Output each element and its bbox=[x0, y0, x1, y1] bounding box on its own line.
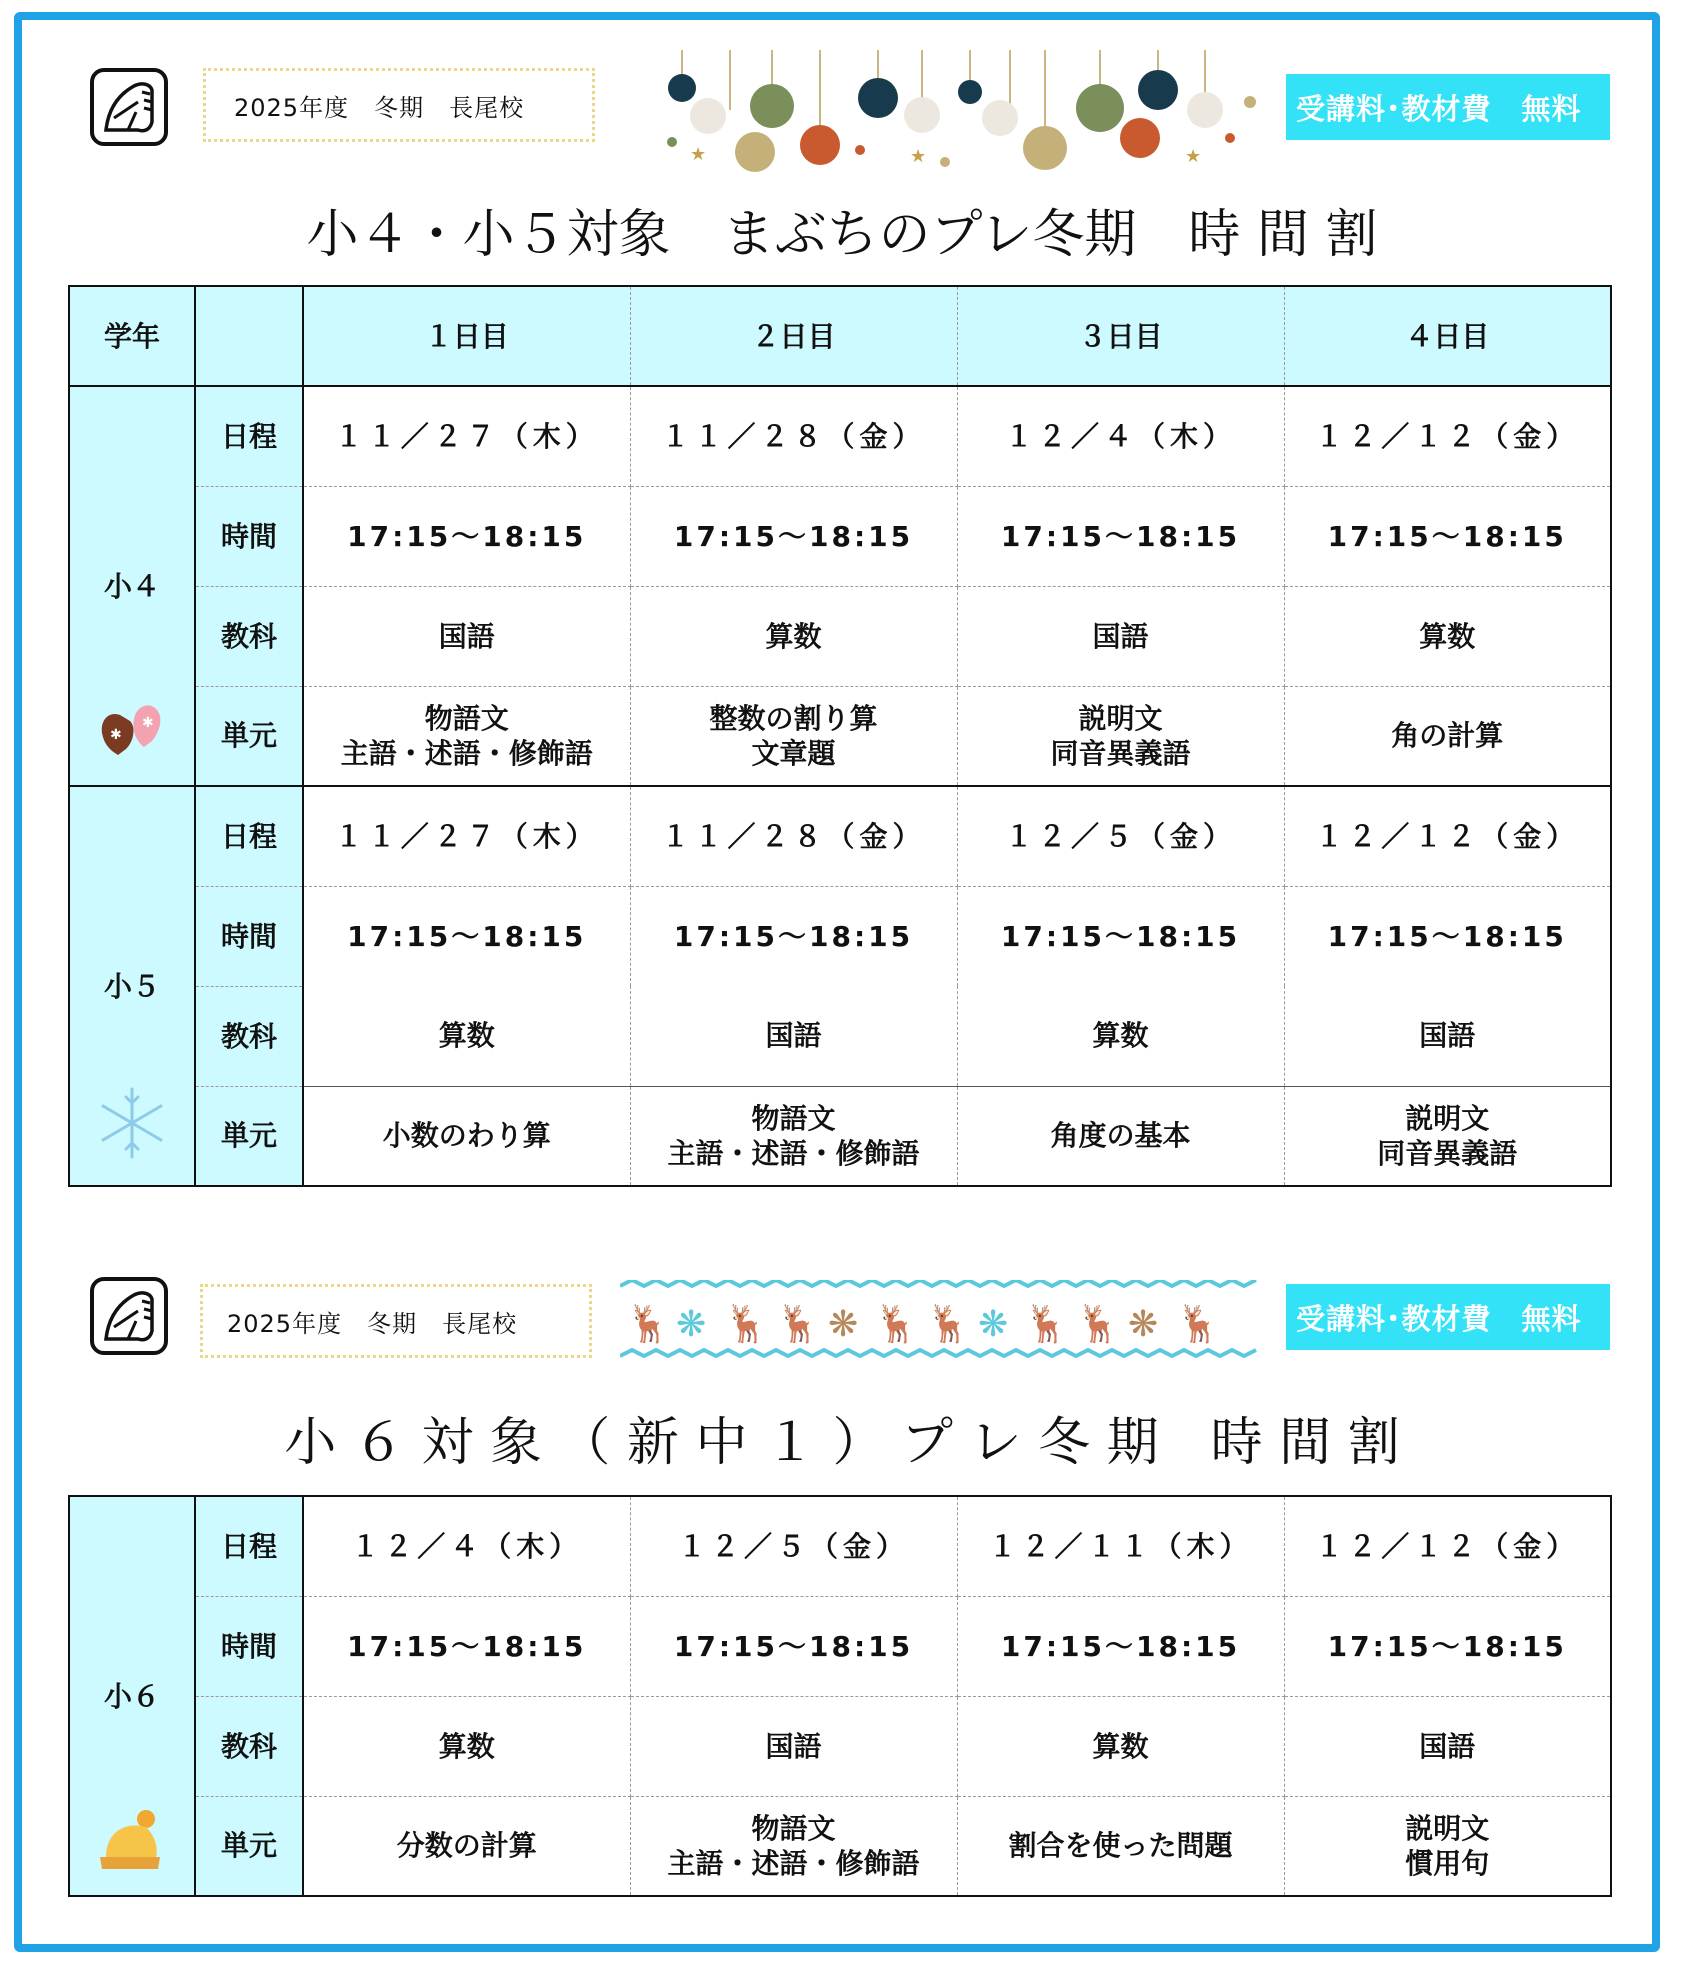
grade-label: 小５ bbox=[103, 969, 160, 1003]
timetable-grade6 bbox=[68, 1495, 1612, 1897]
unit-line: 分数の計算 bbox=[396, 1829, 537, 1863]
svg-text:🦌: 🦌 bbox=[874, 1304, 919, 1345]
table-row bbox=[69, 386, 1611, 486]
row-label: 時間 bbox=[195, 1596, 303, 1696]
unit-cell bbox=[957, 1086, 1284, 1186]
day-header: １日目 bbox=[303, 286, 630, 386]
school-label: 2025年度 冬期 長尾校 bbox=[203, 68, 595, 142]
unit-cell bbox=[1284, 1796, 1611, 1896]
row-label: 教科 bbox=[195, 586, 303, 686]
table-row bbox=[69, 1796, 1611, 1896]
time-cell: 17:15～18:15 bbox=[630, 886, 957, 986]
unit-cell bbox=[303, 1796, 630, 1896]
unit-line: 文章題 bbox=[751, 736, 836, 770]
table-row bbox=[69, 1596, 1611, 1696]
day-header: ３日目 bbox=[957, 286, 1284, 386]
free-fee-badge: 受講料･教材費 無料 bbox=[1286, 74, 1610, 140]
date-cell: １２／４（木） bbox=[303, 1496, 630, 1596]
unit-line: 物語文 bbox=[751, 1101, 836, 1135]
svg-text:🦌: 🦌 bbox=[724, 1304, 769, 1345]
subject-cell: 算数 bbox=[1284, 586, 1611, 686]
table-row bbox=[69, 686, 1611, 786]
unit-cell bbox=[957, 1796, 1284, 1896]
time-cell: 17:15～18:15 bbox=[303, 1596, 630, 1696]
unit-line: 角度の基本 bbox=[1050, 1119, 1191, 1153]
subject-cell: 算数 bbox=[303, 986, 630, 1086]
svg-text:✱: ✱ bbox=[142, 715, 154, 731]
grade-cell bbox=[69, 1496, 195, 1896]
unit-cell bbox=[1284, 1086, 1611, 1186]
date-cell: １２／１２（金） bbox=[1284, 1496, 1611, 1596]
svg-text:❋: ❋ bbox=[1128, 1304, 1159, 1345]
subject-cell: 国語 bbox=[1284, 986, 1611, 1086]
svg-text:🦌: 🦌 bbox=[1024, 1304, 1069, 1345]
table-row bbox=[69, 786, 1611, 886]
section-title: 小 ６ 対 象 （ 新 中 １ ） プ レ 冬 期 時 間 割 bbox=[284, 1413, 1400, 1473]
subject-cell: 国語 bbox=[630, 1696, 957, 1796]
svg-text:🦌: 🦌 bbox=[926, 1304, 971, 1345]
svg-text:🦌: 🦌 bbox=[1176, 1304, 1221, 1345]
row-label: 単元 bbox=[195, 1796, 303, 1896]
table-row bbox=[69, 986, 1611, 1086]
unit-line: 慣用句 bbox=[1405, 1846, 1490, 1880]
snowflake-icon bbox=[97, 1083, 167, 1163]
row-label: 日程 bbox=[195, 1496, 303, 1596]
svg-text:★: ★ bbox=[690, 144, 707, 165]
time-cell: 17:15～18:15 bbox=[303, 886, 630, 986]
table-header-row bbox=[69, 286, 1611, 386]
unit-line: 同音異義語 bbox=[1377, 1136, 1518, 1170]
unit-line: 説明文 bbox=[1078, 701, 1163, 735]
grade-cell bbox=[69, 786, 195, 1186]
time-cell: 17:15～18:15 bbox=[957, 1596, 1284, 1696]
unit-line: 主語・述語・修飾語 bbox=[667, 1136, 920, 1170]
unit-cell bbox=[1284, 686, 1611, 786]
unit-line: 物語文 bbox=[751, 1811, 836, 1845]
svg-text:★: ★ bbox=[910, 146, 927, 167]
unit-line: 整数の割り算 bbox=[709, 701, 878, 735]
row-label: 単元 bbox=[195, 1086, 303, 1186]
unit-line: 主語・述語・修飾語 bbox=[667, 1846, 920, 1880]
unit-cell bbox=[303, 686, 630, 786]
table-row bbox=[69, 1696, 1611, 1796]
row-label: 時間 bbox=[195, 886, 303, 986]
date-cell: １１／２８（金） bbox=[630, 386, 957, 486]
svg-text:❋: ❋ bbox=[978, 1304, 1009, 1345]
unit-line: 説明文 bbox=[1405, 1101, 1490, 1135]
day-header: ２日目 bbox=[630, 286, 957, 386]
subject-cell: 算数 bbox=[630, 586, 957, 686]
subject-cell: 算数 bbox=[303, 1696, 630, 1796]
mittens-icon bbox=[96, 697, 168, 757]
time-cell: 17:15～18:15 bbox=[303, 486, 630, 586]
unit-line: 角の計算 bbox=[1391, 719, 1504, 753]
time-cell: 17:15～18:15 bbox=[630, 486, 957, 586]
date-cell: １２／１１（木） bbox=[957, 1496, 1284, 1596]
grade-header: 学年 bbox=[69, 286, 195, 386]
svg-text:❋: ❋ bbox=[828, 1304, 859, 1345]
time-cell: 17:15～18:15 bbox=[1284, 1596, 1611, 1696]
table-row bbox=[69, 1496, 1611, 1596]
svg-text:✱: ✱ bbox=[110, 727, 122, 743]
subject-cell: 国語 bbox=[957, 586, 1284, 686]
unit-cell bbox=[957, 686, 1284, 786]
unit-cell bbox=[630, 1796, 957, 1896]
ornaments-decoration-icon bbox=[660, 50, 1260, 175]
page-title: 小４・小５対象 まぶちのプレ冬期 時 間 割 bbox=[306, 205, 1378, 265]
svg-text:🦌: 🦌 bbox=[776, 1304, 821, 1345]
grade-label: 小６ bbox=[103, 1679, 160, 1713]
row-label: 日程 bbox=[195, 386, 303, 486]
day-header: ４日目 bbox=[1284, 286, 1611, 386]
table-row bbox=[69, 486, 1611, 586]
free-fee-badge: 受講料･教材費 無料 bbox=[1286, 1284, 1610, 1350]
unit-line: 説明文 bbox=[1405, 1811, 1490, 1845]
svg-text:🦌: 🦌 bbox=[1076, 1304, 1121, 1345]
time-cell: 17:15～18:15 bbox=[1284, 886, 1611, 986]
knit-hat-icon bbox=[96, 1807, 168, 1873]
unit-line: 主語・述語・修飾語 bbox=[340, 736, 593, 770]
date-cell: １２／５（金） bbox=[630, 1496, 957, 1596]
date-cell: １２／５（金） bbox=[957, 786, 1284, 886]
date-cell: １１／２７（木） bbox=[303, 386, 630, 486]
row-label: 教科 bbox=[195, 986, 303, 1086]
row-label: 単元 bbox=[195, 686, 303, 786]
table-row bbox=[69, 1086, 1611, 1186]
timetable-grade4-5 bbox=[68, 285, 1612, 1187]
svg-text:❋: ❋ bbox=[676, 1304, 707, 1345]
date-cell: １１／２７（木） bbox=[303, 786, 630, 886]
unit-line: 割合を使った問題 bbox=[1008, 1829, 1233, 1863]
row-label: 時間 bbox=[195, 486, 303, 586]
date-cell: １２／４（木） bbox=[957, 386, 1284, 486]
time-cell: 17:15～18:15 bbox=[957, 886, 1284, 986]
unit-cell bbox=[630, 686, 957, 786]
row-label: 教科 bbox=[195, 1696, 303, 1796]
grade-label: 小４ bbox=[103, 569, 160, 603]
unit-cell bbox=[303, 1086, 630, 1186]
subject-cell: 算数 bbox=[957, 986, 1284, 1086]
time-cell: 17:15～18:15 bbox=[1284, 486, 1611, 586]
svg-text:🦌: 🦌 bbox=[626, 1304, 671, 1345]
unit-cell bbox=[630, 1086, 957, 1186]
school-logo-icon bbox=[90, 1277, 168, 1355]
nordic-reindeer-border-icon bbox=[620, 1280, 1260, 1360]
date-cell: １１／２８（金） bbox=[630, 786, 957, 886]
unit-line: 小数のわり算 bbox=[382, 1119, 551, 1153]
time-cell: 17:15～18:15 bbox=[957, 486, 1284, 586]
school-label: 2025年度 冬期 長尾校 bbox=[200, 1284, 592, 1358]
unit-line: 物語文 bbox=[424, 701, 509, 735]
svg-text:★: ★ bbox=[1185, 146, 1202, 167]
time-cell: 17:15～18:15 bbox=[630, 1596, 957, 1696]
school-logo-icon bbox=[90, 68, 168, 146]
table-row bbox=[69, 886, 1611, 986]
row-label: 日程 bbox=[195, 786, 303, 886]
subject-cell: 算数 bbox=[957, 1696, 1284, 1796]
unit-line: 同音異義語 bbox=[1050, 736, 1191, 770]
date-cell: １２／１２（金） bbox=[1284, 786, 1611, 886]
subject-cell: 国語 bbox=[1284, 1696, 1611, 1796]
date-cell: １２／１２（金） bbox=[1284, 386, 1611, 486]
label-header bbox=[195, 286, 303, 386]
subject-cell: 国語 bbox=[303, 586, 630, 686]
grade-cell bbox=[69, 386, 195, 786]
subject-cell: 国語 bbox=[630, 986, 957, 1086]
table-row bbox=[69, 586, 1611, 686]
